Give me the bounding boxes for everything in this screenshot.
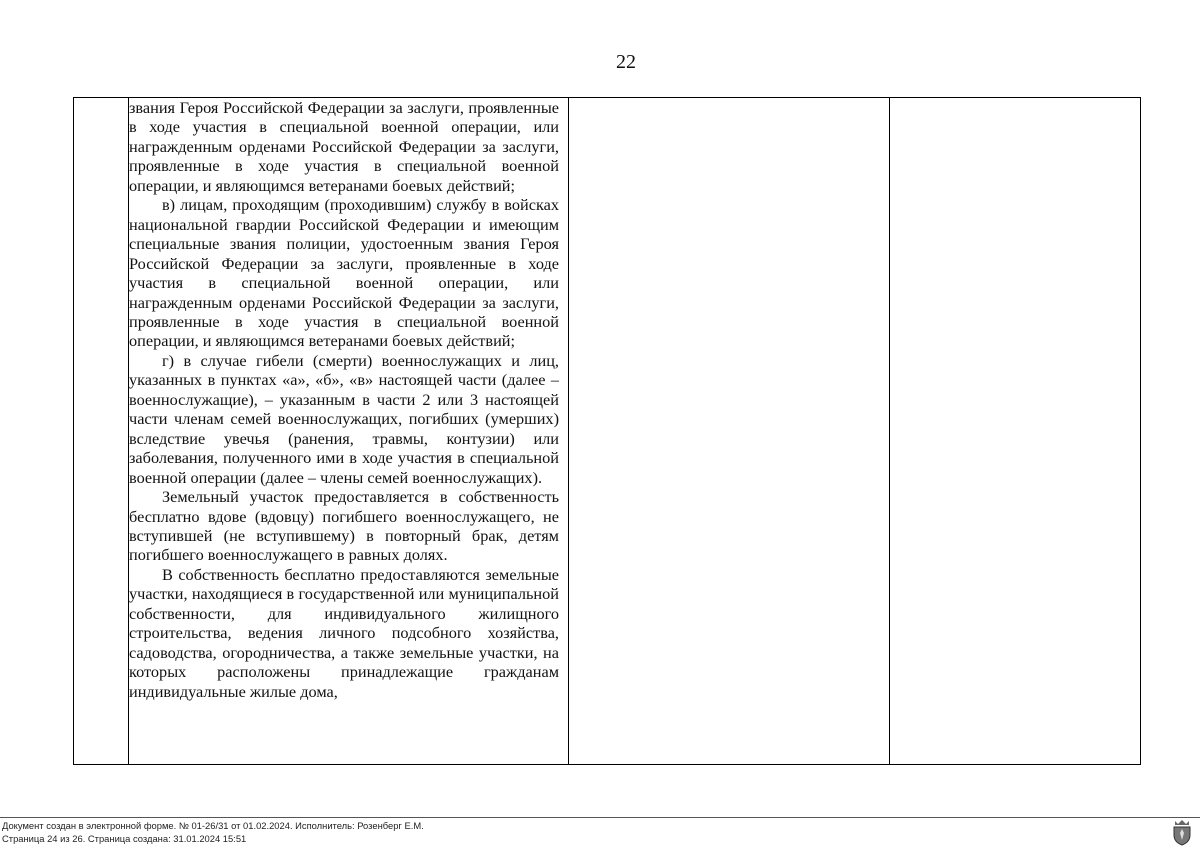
document-table xyxy=(73,97,1141,765)
footer-divider xyxy=(0,817,1200,818)
footer-document-info: Документ создан в электронной форме. № 01-26/31 от 01.02.2024. Исполнитель: Розенберг Е.М. xyxy=(2,820,424,831)
page-number: 22 xyxy=(616,51,636,73)
coat-of-arms-icon xyxy=(1171,818,1193,846)
text-paragraph: Земельный участок предоставляется в собственность бесплатно вдове (вдовцу) погибшего военнослужащего, не вступившей (не вступившему) в повторный брак, детям погибшего военнослужащего в равных долях. xyxy=(129,487,559,565)
text-paragraph: звания Героя Российской Федерации за заслуги, проявленные в ходе участия в специальной военной операции, или награжденным орденами Российской Федерации за заслуги, проявленные в ходе участия в специальной военной операции, и являющимся ветеранами боевых действий; xyxy=(129,98,559,195)
column-divider-3 xyxy=(889,98,890,764)
footer-page-info: Страница 24 из 26. Страница создана: 31.01.2024 15:51 xyxy=(2,833,247,844)
text-cell xyxy=(129,98,559,764)
column-divider-2 xyxy=(568,98,569,764)
text-paragraph: В собственность бесплатно предоставляются земельные участки, находящиеся в государственной или муниципальной собственности, для индивидуального жилищного строительства, ведения личного подсобного хозяйства, садоводства, огородничества, а также земельные участки, на которых расположены принадлежащие гражданам индивидуальные жилые дома, xyxy=(129,564,559,701)
text-paragraph: в) лицам, проходящим (проходившим) службу в войсках национальной гвардии Российской Федерации и имеющим специальные звания полиции, удостоенным звания Героя Российской Федерации за заслуги, проявленные в ходе участия в специальной военной операции, или награжденным орденами Российской Федерации за заслуги, проявленные в ходе участия в специальной военной операции, и являющимся ветеранами боевых действий; xyxy=(129,195,559,351)
text-paragraph: г) в случае гибели (смерти) военнослужащих и лиц, указанных в пунктах «а», «б», «в» настоящей части (далее – военнослужащие), – указанным в части 2 или 3 настоящей части членам семей военнослужащих, погибших (умерших) вследствие увечья (ранения, травмы, контузии) или заболевания, полученного ими в ходе участия в специальной военной операции (далее – члены семей военнослужащих). xyxy=(129,350,559,487)
